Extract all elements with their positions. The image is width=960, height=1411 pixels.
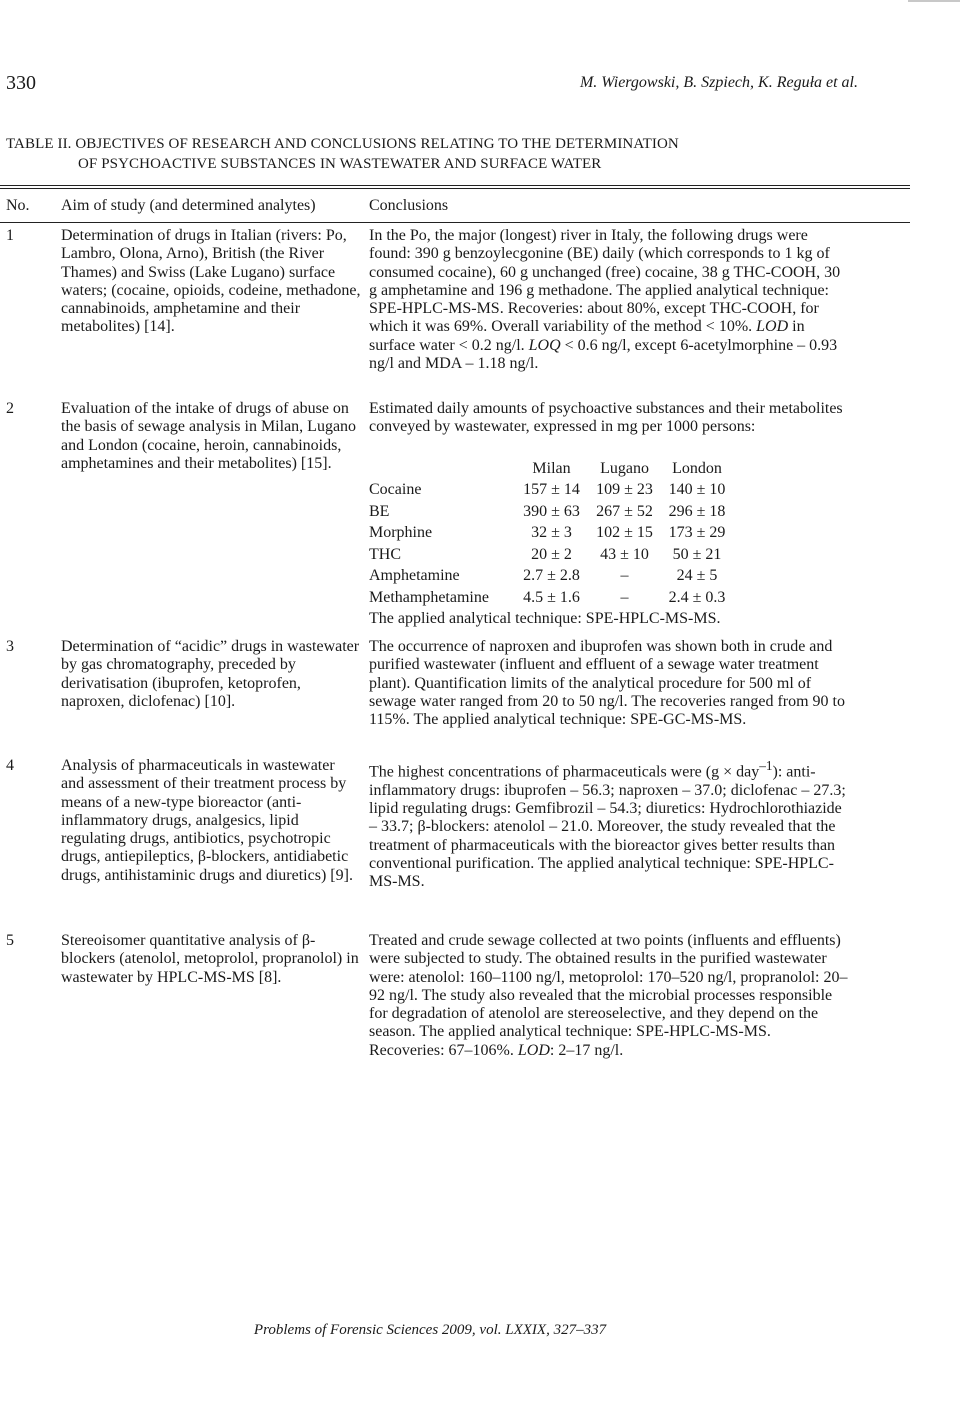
page-footer: Problems of Forensic Sciences 2009, vol. LXXIX, 327–337	[253, 1322, 607, 1338]
row-5-aim: Stereoisomer quantitative analysis of β-blockers (atenolol, metoprolol, propranolol) in wastewater by HPLC-MS-MS [8].	[61, 932, 359, 986]
drug-amounts-header-row	[369, 458, 733, 480]
row-3-conclusion: The occurrence of naproxen and ibuprofen was shown both in crude and purified wastewater (influent and effluent of a sewage water treatment plant). Quantification limits of the analytical procedure for 500 ml of sewage water ranged from 20 to 50 ng/l. The recoveries ranged from 90 to 115%. The applied analytical technique: SPE-GC-MS-MS.	[369, 638, 845, 729]
row-2-aim: Evaluation of the intake of drugs of abuse on the basis of sewage analysis in Milan, Lugano and London (cocaine, heroin, cannabinoids, amphetamines and their metabolites) [15].	[61, 400, 357, 472]
drug-amount-cell: 140 ± 10	[668, 481, 726, 499]
corner-rule	[908, 0, 960, 2]
row-5-number: 5	[6, 932, 14, 949]
drug-amounts-row	[369, 544, 733, 566]
drug-amount-cell: 296 ± 18	[668, 502, 726, 520]
table-caption-line-2: OF PSYCHOACTIVE SUBSTANCES IN WASTEWATER AND SURFACE WATER	[78, 156, 602, 172]
drug-amounts-row	[369, 480, 733, 502]
row-2-conclusion-outro: The applied analytical technique: SPE-HPLC-MS-MS.	[369, 610, 721, 627]
drug-amount-cell: –	[620, 588, 629, 606]
table-top-rule-double	[0, 188, 910, 189]
header-no: No.	[6, 197, 30, 214]
row-1-number: 1	[6, 227, 14, 244]
drug-amounts-row	[369, 523, 733, 545]
row-1-conclusion: In the Po, the major (longest) river in Italy, the following drugs were found: 390 g benzoylecgonine (BE) daily (which corresponds to 1 kg of consumed cocaine), 60 g unchanged (free) cocaine, 38 g THC-COOH, 30 g amphetamine and 196 g methadone. The applied analytical technique: SPE-HPLC-MS-MS. Recoveries: about 80%, except THC-COOH, for which it was 69%. Overall variability of the method < 10%. LOD in surface water < 0.2 ng/l. LOQ < 0.6 ng/l, except 6-acetylmorphine – 0.93 ng/l and MDA – 1.18 ng/l.	[369, 227, 841, 373]
drug-amount-cell: 2.4 ± 0.3	[668, 588, 726, 606]
drug-name-cell: THC	[369, 545, 401, 563]
row-2-number: 2	[6, 400, 14, 417]
drug-name-cell: Cocaine	[369, 481, 422, 499]
header-rule	[0, 222, 910, 223]
drug-name-cell: Amphetamine	[369, 567, 460, 585]
drug-amounts-header-blank	[369, 458, 515, 480]
drug-name-cell: Methamphetamine	[369, 588, 489, 606]
drug-amount-cell: 102 ± 15	[596, 524, 653, 542]
drug-amount-cell: 157 ± 14	[523, 481, 580, 499]
drug-amount-cell: 109 ± 23	[596, 481, 653, 499]
table-caption	[6, 134, 679, 174]
row-5-conclusion: Treated and crude sewage collected at two points (influents and effluents) were subjected to study. The obtained results in the purified wastewater were: atenolol: 160–1100 ng/l, metoprolol: 170–520 ng/l, propranolol: 20–92 ng/l. The study also revealed that the microbial processes responsible for degradation of atenolol are stereoselective, and they depend on the season. The applied analytical technique: SPE-HPLC-MS-MS. Recoveries: 67–106%. LOD: 2–17 ng/l.	[369, 932, 848, 1059]
row-4-number: 4	[6, 757, 14, 774]
row-3-number: 3	[6, 638, 14, 655]
drug-amounts-header-london: London	[672, 459, 722, 477]
drug-amounts-row	[369, 566, 733, 588]
row-1-aim: Determination of drugs in Italian (rivers: Po, Lambro, Olona, Arno), British (the River Thames) and Swiss (Lake Lugano) surface waters; (cocaine, opioids, codeine, methadone, cannabinoids, amphetamine and their metabolites) [14].	[61, 227, 361, 336]
row-4-conclusion: The highest concentrations of pharmaceuticals were (g × day$^{-1}$): anti-inflammatory drugs: ibuprofen – 56.3; naproxen – 37.0; diclofenac – 27.3; lipid regulating drugs: Gemfibrozil – 54.3; diuretics: Hydrochlorothiazide – 33.7; β-blockers: atenolol – 21.0. Moreover, the study revealed that the treatment of pharmaceuticals with the bioreactor gives better results than conventional purification. The applied analytical technique: SPE-HPLC-MS-MS.	[369, 758, 846, 891]
running-head: M. Wiergowski, B. Szpiech, K. Reguła et al.	[579, 74, 858, 91]
drug-amount-cell: 390 ± 63	[523, 502, 580, 520]
drug-amount-cell: 20 ± 2	[531, 545, 572, 563]
drug-amount-cell: 173 ± 29	[668, 524, 726, 542]
drug-amounts-table	[369, 458, 733, 609]
drug-amount-cell: 2.7 ± 2.8	[523, 567, 580, 585]
drug-amount-cell: 32 ± 3	[531, 524, 572, 542]
page-number: 330	[6, 72, 36, 94]
drug-amount-cell: 43 ± 10	[600, 545, 649, 563]
drug-amount-cell: 4.5 ± 1.6	[523, 588, 580, 606]
header-aim: Aim of study (and determined analytes)	[61, 197, 316, 214]
header-conclusions: Conclusions	[369, 197, 449, 214]
row-2-conclusion-intro: Estimated daily amounts of psychoactive substances and their metabolites conveyed by wastewater, expressed in mg per 1000 persons:	[369, 400, 843, 436]
drug-name-cell: Morphine	[369, 524, 433, 542]
drug-amounts-header-lugano: Lugano	[600, 459, 649, 477]
drug-name-cell: BE	[369, 502, 390, 520]
table-top-rule	[0, 185, 910, 186]
drug-amount-cell: –	[620, 567, 629, 585]
drug-amount-cell: 50 ± 21	[672, 545, 722, 563]
drug-amounts-header-milan: Milan	[532, 459, 571, 477]
drug-amounts-row	[369, 587, 733, 609]
table-caption-line-1: TABLE II. OBJECTIVES OF RESEARCH AND CONCLUSIONS RELATING TO THE DETERMINATION	[6, 136, 679, 152]
drug-amount-cell: 24 ± 5	[676, 567, 718, 585]
drug-amount-cell: 267 ± 52	[596, 502, 653, 520]
row-3-aim: Determination of “acidic” drugs in wastewater by gas chromatography, preceded by derivatisation (ibuprofen, ketoprofen, naproxen, diclofenac) [10].	[61, 638, 360, 710]
row-4-aim: Analysis of pharmaceuticals in wastewater and assessment of their treatment process by means of a new-type bioreactor (anti-inflammatory drugs, analgesics, lipid regulating drugs, antibiotics, psychotropic drugs, antiepileptics, β-blockers, antidiabetic drugs, antihistaminic drugs and diuretics) [9].	[61, 757, 353, 884]
drug-amounts-row	[369, 501, 733, 523]
